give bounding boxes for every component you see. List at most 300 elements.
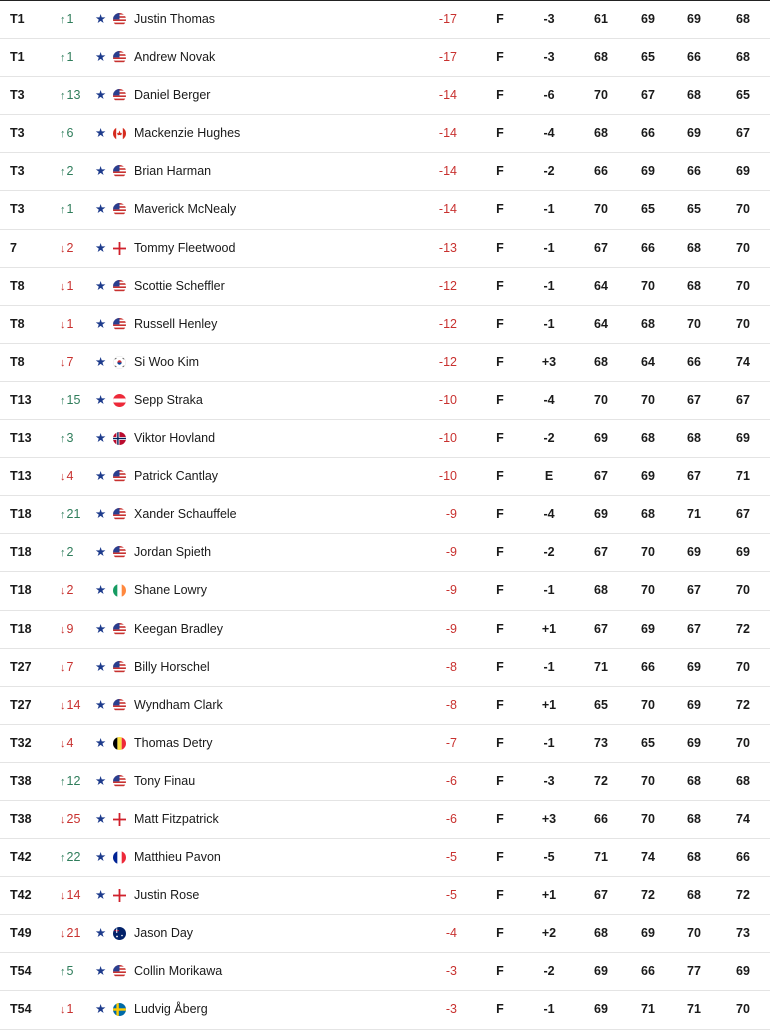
today-score: E [544, 469, 554, 484]
favorite-star-icon[interactable]: ★ [95, 431, 107, 446]
favorite-star-icon[interactable]: ★ [95, 240, 107, 255]
favorite-star-icon[interactable]: ★ [95, 88, 107, 103]
leaderboard-row[interactable] [0, 725, 770, 763]
favorite-star-icon[interactable]: ★ [95, 316, 107, 331]
arrow-down-icon: ↓ [60, 1004, 66, 1017]
total-score: -8 [445, 659, 457, 674]
position-change-value: 2 [66, 240, 74, 255]
total-score: -5 [445, 888, 457, 903]
round-3-score: 68 [687, 850, 701, 865]
usa-flag-icon [113, 508, 126, 521]
player-name[interactable]: Andrew Novak [134, 50, 216, 65]
round-4-score: 68 [736, 12, 750, 26]
favorite-star-icon[interactable]: ★ [95, 621, 107, 636]
round-1-score: 67 [594, 469, 608, 484]
player-name[interactable]: Tony Finau [134, 773, 196, 788]
sweden-flag-icon [113, 1003, 126, 1016]
total-score: -9 [445, 621, 457, 636]
round-3-score: 68 [687, 431, 701, 446]
arrow-down-icon: ↓ [60, 623, 66, 636]
leaderboard-row[interactable] [0, 839, 770, 877]
player-name[interactable]: Jordan Spieth [134, 545, 212, 560]
today-score: -1 [543, 202, 555, 217]
today-score: +3 [541, 811, 557, 826]
player-name[interactable]: Brian Harman [134, 164, 212, 179]
today-score: +1 [541, 888, 557, 903]
round-3-score: 66 [687, 354, 701, 369]
player-name[interactable]: Si Woo Kim [134, 354, 200, 369]
total-score: -3 [445, 964, 457, 979]
arrow-down-icon: ↓ [60, 280, 66, 293]
position: T8 [10, 316, 25, 331]
leaderboard-row[interactable] [0, 953, 770, 991]
round-1-score: 72 [594, 773, 608, 788]
round-4-score: 69 [736, 964, 750, 979]
position-change-value: 25 [66, 811, 81, 826]
thru: F [496, 392, 504, 407]
position-change [60, 991, 90, 1029]
position: T42 [10, 850, 32, 865]
round-1-score: 66 [594, 811, 608, 826]
favorite-star-icon[interactable]: ★ [95, 469, 107, 484]
leaderboard-row[interactable] [0, 458, 770, 496]
position-change-value: 14 [66, 888, 81, 903]
position: T13 [10, 392, 32, 407]
position-change-value: 3 [66, 431, 74, 446]
arrow-up-icon: ↑ [60, 852, 66, 865]
favorite-star-icon[interactable]: ★ [95, 354, 107, 369]
leaderboard-row[interactable] [0, 153, 770, 191]
player-name[interactable]: Xander Schauffele [134, 507, 237, 522]
leaderboard-row[interactable] [0, 39, 770, 77]
round-2-score: 69 [641, 12, 655, 26]
usa-flag-icon [113, 318, 126, 331]
arrow-up-icon: ↑ [60, 204, 66, 217]
player-name[interactable]: Viktor Hovland [134, 431, 216, 446]
round-1-score: 64 [594, 278, 608, 293]
player-name[interactable]: Mackenzie Hughes [134, 126, 241, 141]
leaderboard-row[interactable] [0, 915, 770, 953]
favorite-star-icon[interactable]: ★ [95, 278, 107, 293]
round-1-score: 67 [594, 240, 608, 255]
round-1-score: 69 [594, 507, 608, 522]
position-change [60, 534, 90, 572]
round-3-score: 69 [687, 12, 701, 26]
player-name[interactable]: Daniel Berger [134, 88, 211, 103]
round-1-score: 67 [594, 888, 608, 903]
player-name[interactable]: Russell Henley [134, 316, 218, 331]
player-name[interactable]: Justin Thomas [134, 12, 216, 26]
position: T1 [10, 12, 25, 26]
player-name[interactable]: Jason Day [134, 926, 194, 941]
position-change [60, 611, 90, 649]
position-change-value: 1 [66, 50, 74, 65]
round-4-score: 66 [736, 850, 750, 865]
england-flag-icon [113, 889, 126, 902]
position: 7 [10, 240, 17, 255]
usa-flag-icon [113, 775, 126, 788]
round-3-score: 71 [687, 507, 701, 522]
favorite-star-icon[interactable]: ★ [95, 964, 107, 979]
round-2-score: 69 [641, 621, 655, 636]
arrow-up-icon: ↑ [60, 547, 66, 560]
round-1-score: 67 [594, 545, 608, 560]
today-score: +3 [541, 354, 557, 369]
usa-flag-icon [113, 470, 126, 483]
round-4-score: 69 [736, 164, 750, 179]
total-score: -14 [438, 164, 457, 179]
belgium-flag-icon [113, 737, 126, 750]
leaderboard-row[interactable] [0, 611, 770, 649]
position: T1 [10, 50, 25, 65]
round-4-score: 70 [736, 278, 750, 293]
round-4-score: 70 [736, 316, 750, 331]
thru: F [496, 50, 504, 65]
round-3-score: 70 [687, 926, 701, 941]
thru: F [496, 316, 504, 331]
round-3-score: 77 [687, 964, 701, 979]
today-score: -3 [543, 50, 555, 65]
leaderboard-row[interactable] [0, 801, 770, 839]
position: T54 [10, 964, 32, 979]
favorite-star-icon[interactable]: ★ [95, 392, 107, 407]
thru: F [496, 507, 504, 522]
position-change [60, 801, 90, 839]
position-change-value: 14 [66, 697, 81, 712]
round-2-score: 71 [641, 1002, 655, 1017]
round-3-score: 68 [687, 773, 701, 788]
round-2-score: 65 [641, 202, 655, 217]
leaderboard-row[interactable] [0, 230, 770, 268]
player-name[interactable]: Thomas Detry [134, 735, 213, 750]
round-4-score: 69 [736, 431, 750, 446]
position-change-value: 1 [66, 1002, 74, 1017]
round-1-score: 73 [594, 735, 608, 750]
leaderboard-row[interactable] [0, 420, 770, 458]
total-score: -9 [445, 583, 457, 598]
round-4-score: 73 [736, 926, 750, 941]
round-3-score: 68 [687, 888, 701, 903]
position: T32 [10, 735, 32, 750]
leaderboard-row[interactable] [0, 77, 770, 115]
position: T3 [10, 202, 25, 217]
usa-flag-icon [113, 661, 126, 674]
arrow-down-icon: ↓ [60, 737, 66, 750]
leaderboard-row[interactable] [0, 115, 770, 153]
round-3-score: 66 [687, 164, 701, 179]
position: T13 [10, 431, 32, 446]
position-change-value: 12 [66, 773, 81, 788]
round-4-score: 68 [736, 50, 750, 65]
round-2-score: 68 [641, 507, 655, 522]
australia-flag-icon [113, 927, 126, 940]
total-score: -13 [438, 240, 457, 255]
position-change [60, 953, 90, 991]
position: T54 [10, 1002, 32, 1017]
round-1-score: 70 [594, 202, 608, 217]
position: T18 [10, 621, 32, 636]
round-4-score: 67 [736, 126, 750, 141]
round-3-score: 69 [687, 697, 701, 712]
position-change [60, 915, 90, 953]
round-2-score: 68 [641, 431, 655, 446]
round-2-score: 69 [641, 926, 655, 941]
usa-flag-icon [113, 203, 126, 216]
round-4-score: 70 [736, 735, 750, 750]
usa-flag-icon [113, 965, 126, 978]
round-2-score: 74 [641, 850, 655, 865]
round-1-score: 69 [594, 964, 608, 979]
player-name[interactable]: Maverick McNealy [134, 202, 237, 217]
round-1-score: 61 [594, 12, 608, 26]
total-score: -12 [438, 316, 457, 331]
today-score: -1 [543, 240, 555, 255]
round-2-score: 69 [641, 164, 655, 179]
arrow-up-icon: ↑ [60, 166, 66, 179]
player-name[interactable]: Ludvig Åberg [134, 1002, 208, 1017]
total-score: -4 [445, 926, 457, 941]
today-score: -2 [543, 545, 555, 560]
leaderboard-row[interactable] [0, 268, 770, 306]
today-score: -2 [543, 164, 555, 179]
arrow-up-icon: ↑ [60, 90, 66, 103]
position-change-value: 13 [66, 88, 81, 103]
position-change-value: 21 [66, 507, 81, 522]
player-name[interactable]: Keegan Bradley [134, 621, 223, 636]
position: T18 [10, 583, 32, 598]
round-1-score: 68 [594, 126, 608, 141]
round-2-score: 70 [641, 811, 655, 826]
leaderboard-row[interactable] [0, 496, 770, 534]
thru: F [496, 850, 504, 865]
favorite-star-icon[interactable]: ★ [95, 735, 107, 750]
round-3-score: 67 [687, 583, 701, 598]
player-name[interactable]: Matt Fitzpatrick [134, 811, 219, 826]
position-change-value: 4 [66, 469, 74, 484]
today-score: +1 [541, 697, 557, 712]
arrow-up-icon: ↑ [60, 966, 66, 979]
thru: F [496, 354, 504, 369]
round-1-score: 70 [594, 392, 608, 407]
position: T27 [10, 697, 32, 712]
today-score: -5 [543, 850, 555, 865]
usa-flag-icon [113, 546, 126, 559]
total-score: -9 [445, 507, 457, 522]
favorite-star-icon[interactable]: ★ [95, 12, 107, 26]
position-change [60, 572, 90, 610]
favorite-star-icon[interactable]: ★ [95, 126, 107, 141]
arrow-down-icon: ↓ [60, 471, 66, 484]
round-1-score: 68 [594, 354, 608, 369]
today-score: -2 [543, 431, 555, 446]
position-change [60, 458, 90, 496]
round-3-score: 67 [687, 392, 701, 407]
round-3-score: 65 [687, 202, 701, 217]
player-name[interactable]: Billy Horschel [134, 659, 210, 674]
position-change-value: 2 [66, 164, 74, 179]
favorite-star-icon[interactable]: ★ [95, 811, 107, 826]
austria-flag-icon [113, 394, 126, 407]
round-2-score: 66 [641, 126, 655, 141]
leaderboard-row[interactable] [0, 382, 770, 420]
round-2-score: 66 [641, 659, 655, 674]
player-name[interactable]: Scottie Scheffler [134, 278, 225, 293]
position-change [60, 725, 90, 763]
player-name[interactable]: Patrick Cantlay [134, 469, 219, 484]
leaderboard-row[interactable] [0, 344, 770, 382]
arrow-up-icon: ↑ [60, 775, 66, 788]
favorite-star-icon[interactable]: ★ [95, 164, 107, 179]
today-score: -4 [543, 392, 555, 407]
favorite-star-icon[interactable]: ★ [95, 1002, 107, 1017]
today-score: -3 [543, 773, 555, 788]
position-change [60, 153, 90, 191]
position-change [60, 191, 90, 229]
round-4-score: 70 [736, 202, 750, 217]
position-change-value: 15 [66, 392, 81, 407]
round-3-score: 68 [687, 88, 701, 103]
england-flag-icon [113, 242, 126, 255]
round-4-score: 70 [736, 659, 750, 674]
leaderboard-row[interactable] [0, 191, 770, 229]
leaderboard-row[interactable] [0, 991, 770, 1029]
round-2-score: 70 [641, 545, 655, 560]
round-1-score: 67 [594, 621, 608, 636]
arrow-up-icon: ↑ [60, 433, 66, 446]
today-score: -1 [543, 1002, 555, 1017]
thru: F [496, 773, 504, 788]
total-score: -5 [445, 850, 457, 865]
norway-flag-icon [113, 432, 126, 445]
arrow-up-icon: ↑ [60, 52, 66, 65]
round-2-score: 72 [641, 888, 655, 903]
total-score: -6 [445, 811, 457, 826]
arrow-down-icon: ↓ [60, 356, 66, 369]
usa-flag-icon [113, 165, 126, 178]
player-name[interactable]: Collin Morikawa [134, 964, 223, 979]
today-score: -3 [543, 12, 555, 26]
total-score: -6 [445, 773, 457, 788]
usa-flag-icon [113, 13, 126, 26]
leaderboard-row[interactable] [0, 687, 770, 725]
favorite-star-icon[interactable]: ★ [95, 888, 107, 903]
round-3-score: 68 [687, 278, 701, 293]
round-4-score: 72 [736, 697, 750, 712]
favorite-star-icon[interactable]: ★ [95, 850, 107, 865]
round-3-score: 68 [687, 811, 701, 826]
round-2-score: 65 [641, 50, 655, 65]
round-1-score: 65 [594, 697, 608, 712]
thru: F [496, 964, 504, 979]
round-1-score: 68 [594, 926, 608, 941]
leaderboard-row[interactable] [0, 534, 770, 572]
position: T38 [10, 773, 32, 788]
thru: F [496, 545, 504, 560]
leaderboard-row[interactable] [0, 649, 770, 687]
position-change-value: 2 [66, 583, 74, 598]
favorite-star-icon[interactable]: ★ [95, 773, 107, 788]
arrow-down-icon: ↓ [60, 242, 66, 255]
round-2-score: 68 [641, 316, 655, 331]
position-change-value: 1 [66, 202, 74, 217]
round-3-score: 70 [687, 316, 701, 331]
round-2-score: 66 [641, 240, 655, 255]
thru: F [496, 126, 504, 141]
round-2-score: 70 [641, 583, 655, 598]
position-change [60, 382, 90, 420]
player-name[interactable]: Shane Lowry [134, 583, 207, 598]
position-change [60, 687, 90, 725]
leaderboard-row[interactable] [0, 763, 770, 801]
thru: F [496, 1002, 504, 1017]
player-name[interactable]: Wyndham Clark [134, 697, 223, 712]
leaderboard-row[interactable] [0, 1, 770, 39]
player-name[interactable]: Justin Rose [134, 888, 200, 903]
round-1-score: 64 [594, 316, 608, 331]
round-4-score: 69 [736, 545, 750, 560]
position-change-value: 1 [66, 316, 74, 331]
favorite-star-icon[interactable]: ★ [95, 659, 107, 674]
favorite-star-icon[interactable]: ★ [95, 926, 107, 941]
today-score: -4 [543, 126, 555, 141]
player-name[interactable]: Matthieu Pavon [134, 850, 221, 865]
canada-flag-icon [113, 127, 126, 140]
position-change-value: 6 [66, 126, 74, 141]
round-3-score: 69 [687, 126, 701, 141]
usa-flag-icon [113, 623, 126, 636]
favorite-star-icon[interactable]: ★ [95, 50, 107, 65]
round-2-score: 70 [641, 278, 655, 293]
leaderboard-row[interactable] [0, 572, 770, 610]
favorite-star-icon[interactable]: ★ [95, 583, 107, 598]
total-score: -10 [438, 431, 457, 446]
arrow-up-icon: ↑ [60, 14, 66, 26]
round-4-score: 72 [736, 888, 750, 903]
round-1-score: 66 [594, 164, 608, 179]
england-flag-icon [113, 813, 126, 826]
position-change-value: 1 [66, 12, 74, 26]
position: T38 [10, 811, 32, 826]
favorite-star-icon[interactable]: ★ [95, 697, 107, 712]
total-score: -17 [438, 12, 457, 26]
thru: F [496, 431, 504, 446]
thru: F [496, 621, 504, 636]
position-change [60, 839, 90, 877]
position: T42 [10, 888, 32, 903]
round-3-score: 67 [687, 469, 701, 484]
player-name[interactable]: Tommy Fleetwood [134, 240, 236, 255]
total-score: -3 [445, 1002, 457, 1017]
leaderboard-row[interactable] [0, 877, 770, 915]
arrow-down-icon: ↓ [60, 661, 66, 674]
round-1-score: 71 [594, 850, 608, 865]
player-name[interactable]: Sepp Straka [134, 392, 203, 407]
round-1-score: 69 [594, 431, 608, 446]
favorite-star-icon[interactable]: ★ [95, 507, 107, 522]
position-change [60, 649, 90, 687]
favorite-star-icon[interactable]: ★ [95, 545, 107, 560]
position-change-value: 5 [66, 964, 74, 979]
today-score: +1 [541, 621, 557, 636]
leaderboard-row[interactable] [0, 306, 770, 344]
favorite-star-icon[interactable]: ★ [95, 202, 107, 217]
arrow-up-icon: ↑ [60, 394, 66, 407]
usa-flag-icon [113, 280, 126, 293]
thru: F [496, 811, 504, 826]
thru: F [496, 202, 504, 217]
arrow-down-icon: ↓ [60, 813, 66, 826]
today-score: -1 [543, 659, 555, 674]
